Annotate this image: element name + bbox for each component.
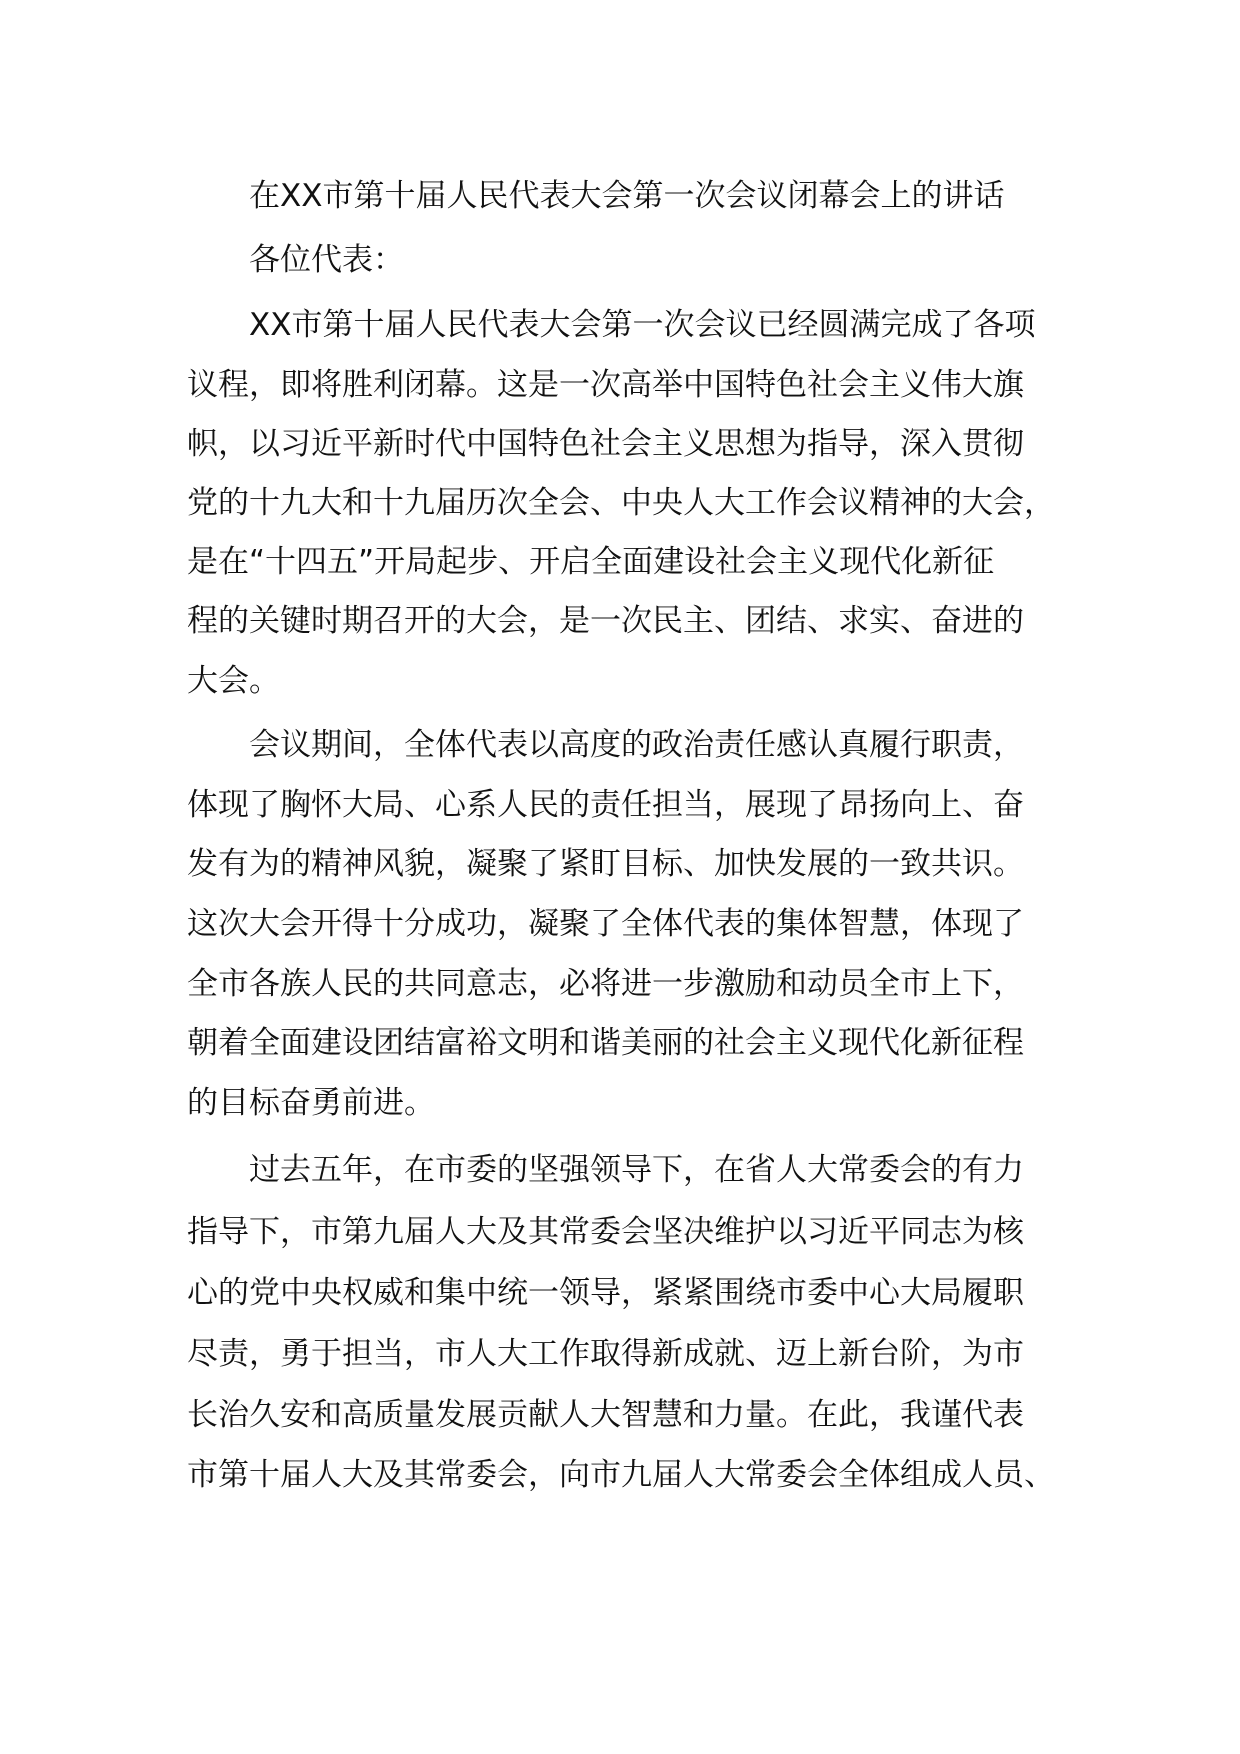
paragraph-line: 会议期间，全体代表以高度的政治责任感认真履行职责， — [249, 727, 1024, 763]
paragraph-line: 体现了胸怀大局、心系人民的责任担当，展现了昂扬向上、奋 — [187, 787, 1024, 823]
paragraph-line: 全市各族人民的共同意志，必将进一步激励和动员全市上下， — [187, 966, 1024, 1002]
paragraph-line: 市第十届人大及其常委会，向市九届人大常委会全体组成人员、 — [187, 1457, 1055, 1493]
paragraph-line: 过去五年，在市委的坚强领导下，在省人大常委会的有力 — [249, 1152, 1024, 1188]
speech-title: 在XX市第十届人民代表大会第一次会议闭幕会上的讲话 — [249, 178, 1005, 214]
paragraph-line: 党的十九大和十九届历次全会、中央人大工作会议精神的大会， — [187, 485, 1055, 521]
paragraph-line: XX市第十届人民代表大会第一次会议已经圆满完成了各项 — [249, 307, 1036, 343]
paragraph-line: 心的党中央权威和集中统一领导，紧紧围绕市委中心大局履职 — [187, 1275, 1024, 1311]
paragraph-line: 程的关键时期召开的大会，是一次民主、团结、求实、奋进的 — [187, 603, 1024, 639]
paragraph-line: 尽责，勇于担当，市人大工作取得新成就、迈上新台阶，为市 — [187, 1336, 1024, 1372]
paragraph-line: 发有为的精神风貌，凝聚了紧盯目标、加快发展的一致共识。 — [187, 846, 1024, 882]
paragraph-line: 朝着全面建设团结富裕文明和谐美丽的社会主义现代化新征程 — [187, 1025, 1024, 1061]
paragraph-line: 长治久安和高质量发展贡献人大智慧和力量。在此，我谨代表 — [187, 1397, 1024, 1433]
paragraph-line: 指导下，市第九届人大及其常委会坚决维护以习近平同志为核 — [187, 1214, 1024, 1250]
salutation: 各位代表： — [249, 242, 404, 278]
paragraph-line: 议程，即将胜利闭幕。这是一次高举中国特色社会主义伟大旗 — [187, 367, 1024, 403]
paragraph-line: 这次大会开得十分成功，凝聚了全体代表的集体智慧，体现了 — [187, 906, 1024, 942]
paragraph-line: 的目标奋勇前进。 — [187, 1085, 435, 1121]
paragraph-line: 帜，以习近平新时代中国特色社会主义思想为指导，深入贯彻 — [187, 426, 1024, 462]
paragraph-line: 是在“十四五”开局起步、开启全面建设社会主义现代化新征 — [187, 544, 995, 580]
paragraph-line: 大会。 — [187, 663, 280, 699]
